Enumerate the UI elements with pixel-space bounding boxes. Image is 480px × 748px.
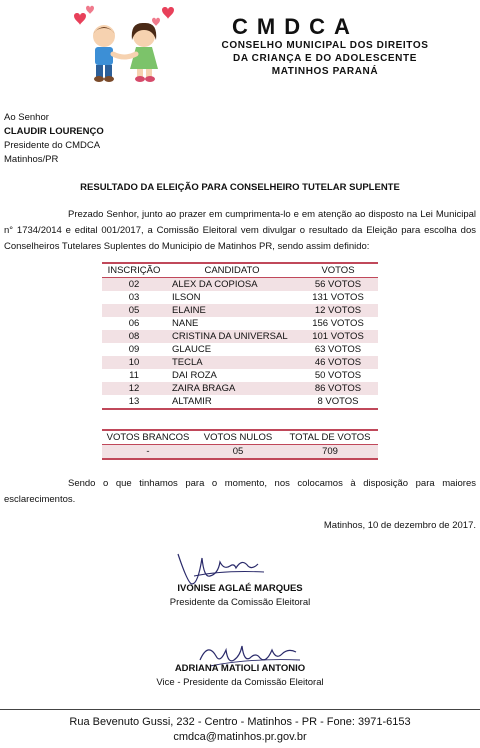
signature-1-scribble: [170, 546, 290, 588]
cell-votos: 101 VOTOS: [312, 331, 364, 342]
org-acronym: CMDCA: [232, 14, 359, 39]
totals-value-total: 709: [322, 446, 338, 457]
cell-candidato: ELAINE: [172, 305, 206, 316]
totals-header-nulos: VOTOS NULOS: [203, 432, 273, 443]
cell-inscricao: 12: [128, 383, 140, 394]
footer-address: Rua Bevenuto Gussi, 232 - Centro - Matinhos - PR - Fone: 3971-6153: [69, 716, 411, 728]
closing-paragraph: Sendo o que tinhamos para o momento, nos colocamos à disposição para maiores esclarecimentos.: [4, 478, 476, 505]
footer-divider: [0, 709, 480, 710]
cell-candidato: TECLA: [172, 357, 203, 368]
cell-candidato: ZAIRA BRAGA: [172, 383, 236, 394]
cell-candidato: GLAUCE: [172, 344, 212, 355]
totals-value-row: [102, 445, 378, 460]
cell-votos: 46 VOTOS: [314, 357, 362, 368]
table-row: [102, 382, 378, 395]
cell-candidato: ALTAMIR: [172, 396, 212, 407]
signature-2-name: ADRIANA MATIOLI ANTONIO: [174, 663, 306, 674]
results-table: [102, 262, 378, 410]
cell-inscricao: 08: [128, 331, 140, 342]
addressee-salutation: Ao Senhor: [4, 112, 49, 123]
totals-value-brancos: -: [146, 446, 150, 457]
table-row: [102, 356, 378, 369]
cell-inscricao: 03: [128, 292, 140, 303]
table-row: [102, 369, 378, 382]
signature-1-role: Presidente da Comissão Eleitoral: [169, 597, 311, 608]
cell-votos: 63 VOTOS: [314, 344, 362, 355]
cell-candidato: ILSON: [172, 292, 201, 303]
totals-header-brancos: VOTOS BRANCOS: [106, 432, 190, 443]
addressee-name: CLAUDIR LOURENÇO: [4, 126, 104, 137]
cell-inscricao: 13: [128, 396, 140, 407]
cell-inscricao: 02: [128, 279, 140, 290]
cell-votos: 8 VOTOS: [317, 396, 359, 407]
org-name-line-1: CONSELHO MUNICIPAL DOS DIREITOS: [221, 40, 429, 51]
results-body: [102, 278, 378, 410]
cell-candidato: CRISTINA DA UNIVERSAL: [172, 331, 288, 342]
cell-votos: 12 VOTOS: [314, 305, 362, 316]
table-row: [102, 330, 378, 343]
cell-candidato: DAI ROZA: [172, 370, 217, 381]
column-header-candidato: CANDIDATO: [204, 265, 260, 276]
cell-votos: 156 VOTOS: [312, 318, 364, 329]
table-row: [102, 304, 378, 317]
table-row: [102, 291, 378, 304]
children-holding-hands-icon: [66, 2, 184, 88]
cell-candidato: ALEX DA COPIOSA: [172, 279, 258, 290]
cell-votos: 56 VOTOS: [314, 279, 362, 290]
cell-inscricao: 10: [128, 357, 140, 368]
results-header-row: [102, 263, 378, 278]
column-header-inscricao: INSCRIÇÃO: [107, 265, 161, 276]
org-name-line-3: MATINHOS PARANÁ: [271, 66, 379, 77]
cell-inscricao: 11: [129, 370, 139, 381]
cell-votos: 50 VOTOS: [314, 370, 362, 381]
addressee-role: Presidente do CMDCA: [4, 140, 101, 151]
intro-paragraph: Prezado Senhor, junto ao prazer em cumprimenta-lo e em atenção ao disposto na Lei Municipal n° 1734/2014 e edital 001/2017, a Comissão Eleitoral vem divulgar o resultado da Eleição para escolha dos Conselheiros Tutelares Suplentes do Municipio de Matinhos PR, sendo assim definido:: [4, 209, 476, 252]
signature-1-name: IVONISE AGLAÉ MARQUES: [177, 583, 303, 594]
document-title: RESULTADO DA ELEIÇÃO PARA CONSELHEIRO TUTELAR SUPLENTE: [80, 182, 400, 193]
totals-header-total: TOTAL DE VOTOS: [289, 432, 371, 443]
cell-inscricao: 09: [128, 344, 140, 355]
signature-2-role: Vice - Presidente da Comissão Eleitoral: [156, 677, 324, 688]
cell-votos: 86 VOTOS: [314, 383, 362, 394]
addressee-city: Matinhos/PR: [4, 154, 59, 165]
column-header-votos: VOTOS: [321, 265, 355, 276]
cell-inscricao: 06: [128, 318, 140, 329]
totals-table: [102, 429, 378, 460]
date-line: Matinhos, 10 de dezembro de 2017.: [323, 520, 476, 531]
cell-inscricao: 05: [128, 305, 140, 316]
totals-header-row: [102, 430, 378, 445]
footer-email: cmdca@matinhos.pr.gov.br: [173, 731, 307, 743]
table-row: [102, 317, 378, 330]
logo: [66, 2, 184, 88]
cell-votos: 131 VOTOS: [312, 292, 364, 303]
cell-candidato: NANE: [172, 318, 199, 329]
org-name-line-2: DA CRIANÇA E DO ADOLESCENTE: [233, 53, 417, 64]
totals-value-nulos: 05: [232, 446, 244, 457]
table-row: [102, 343, 378, 356]
table-row: [102, 278, 378, 292]
table-row: [102, 395, 378, 409]
